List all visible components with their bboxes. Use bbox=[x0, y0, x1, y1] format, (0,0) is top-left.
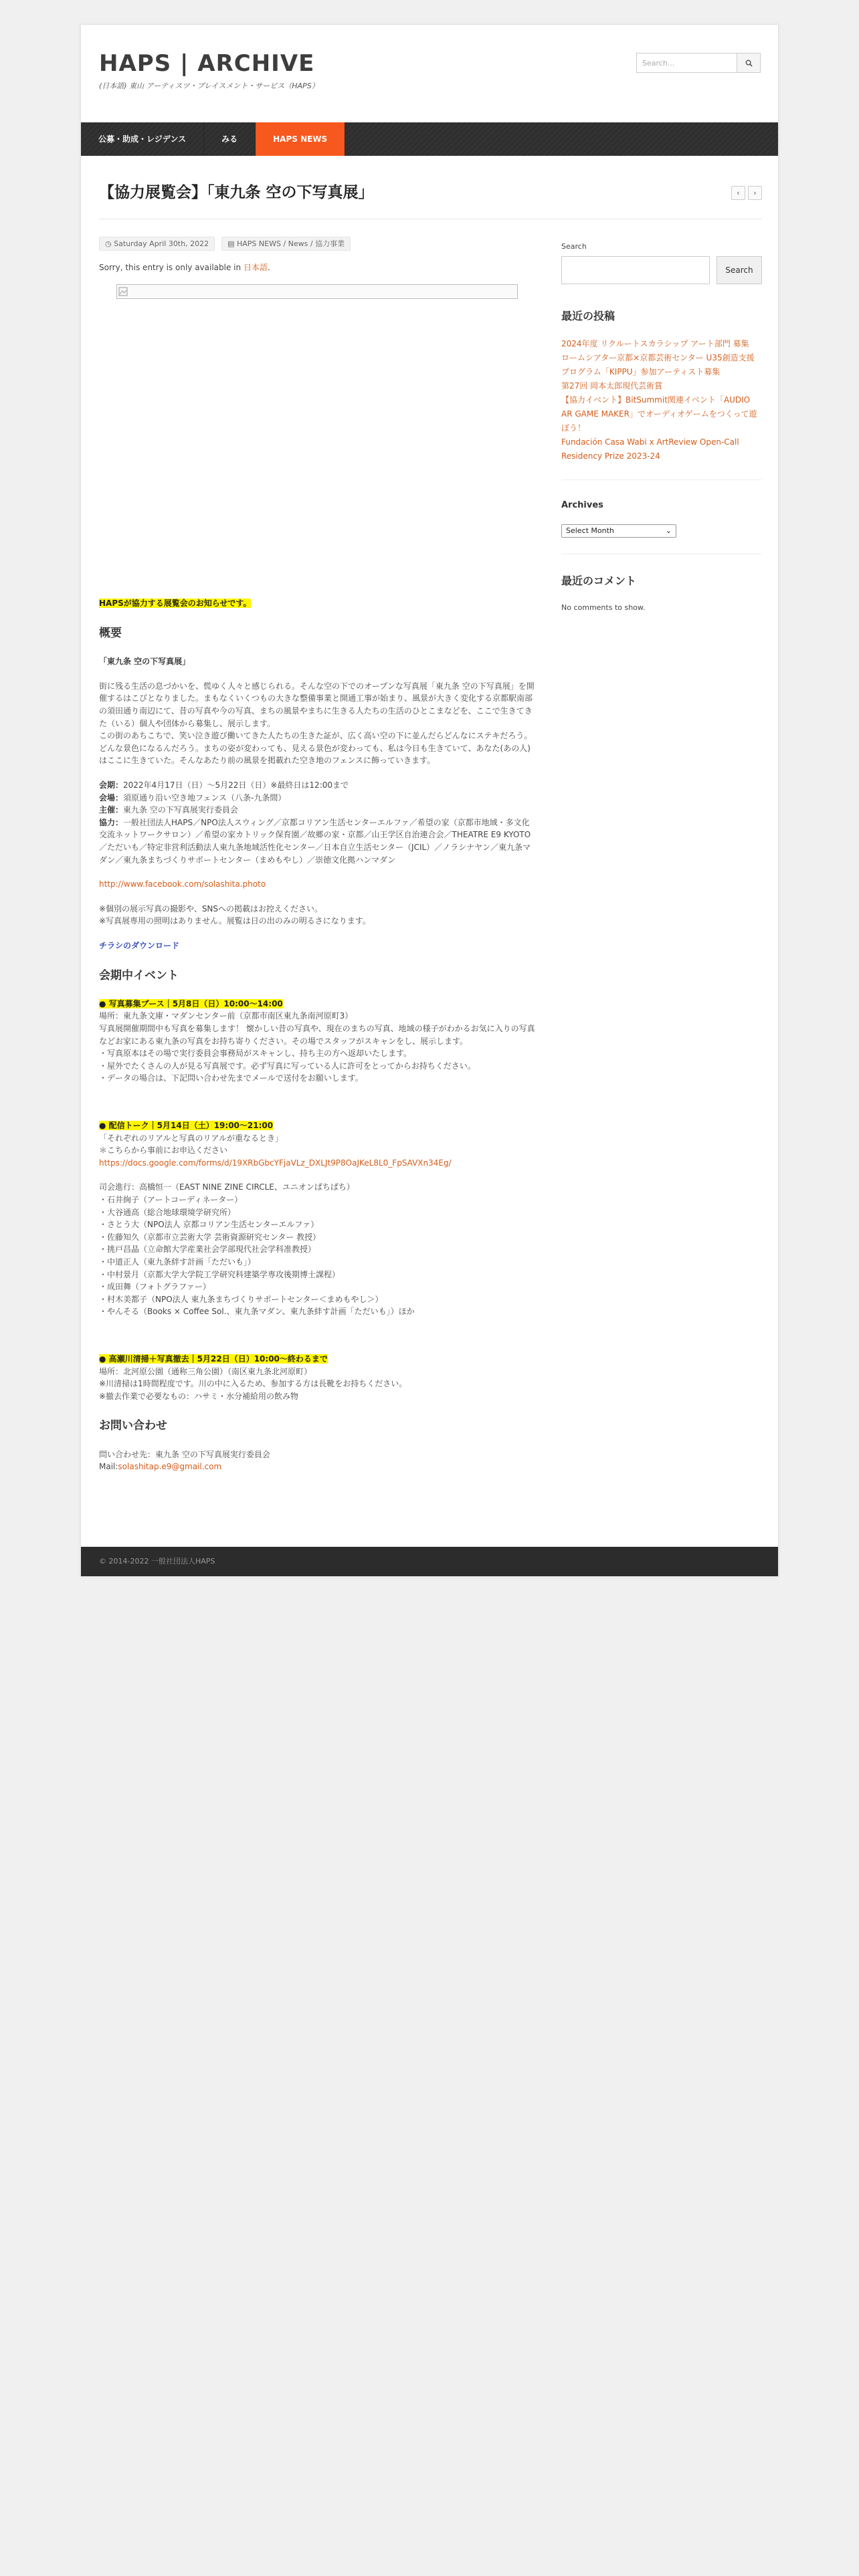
speaker-item: ・佐藤知久（京都市立芸術大学 芸術資源研究センター 教授） bbox=[99, 1232, 321, 1242]
site-description: (日本語) 東山 アーティスツ・プレイスメント・サービス（HAPS） bbox=[99, 82, 319, 91]
event-1-line: ・データの場合は、下記問い合わせ先までメールで送付をお願いします。 bbox=[99, 1073, 363, 1083]
recent-posts-title: 最近の投稿 bbox=[561, 310, 615, 323]
archives-widget bbox=[561, 499, 762, 554]
sidebar-search-input[interactable] bbox=[561, 256, 710, 284]
detail-period bbox=[99, 779, 537, 792]
nav-item-see[interactable]: みる bbox=[204, 122, 256, 156]
recent-post-link[interactable]: Fundación Casa Wabi x ArtReview Open-Call Residency Prize 2023-24 bbox=[561, 437, 739, 461]
mail-label: Mail: bbox=[99, 1462, 118, 1472]
archives-select[interactable] bbox=[561, 524, 676, 538]
speaker-item: ・成田舞（フォトグラファー） bbox=[99, 1282, 211, 1292]
language-notice bbox=[99, 261, 537, 274]
post-meta bbox=[99, 237, 537, 251]
event-2-form-link[interactable]: https://docs.google.com/forms/d/19XRbGbcYFjaVLz_DXLJt9P8OaJKeL8L0_FpSAVXn34Eg/ bbox=[99, 1158, 452, 1168]
detail-value: 2022年4月17日（日）〜5月22日（日）※最終日は12:00まで bbox=[123, 780, 349, 790]
comments-title: 最近のコメント bbox=[561, 574, 637, 587]
page-wrapper bbox=[80, 24, 779, 1577]
detail-value: 一般社団法人HAPS／NPO法人スウィング／京都コリアン生活センターエルファ／希望の家（京都市地域・多文化交流ネットワークサロン）／希望の家カトリック保育園／故郷の家・京都／山王学区自治連合会／THEATRE E9 KYOTO／ただいも／特定非営利活動法人東九条地域活性化センター／日本自立生活センター（JCIL）／ノラシナヤン／東九条マダン／東九条まちづくりサポートセンター（まめもやし）／崇徳文化拠ハンマダン bbox=[99, 817, 531, 865]
archives-select-value: Select Month bbox=[566, 526, 614, 536]
note-item: ※個別の展示写真の撮影や、SNSへの掲載はお控えください。 bbox=[99, 903, 323, 914]
event-3-line: 場所：北河原公園（通称三角公園）（南区東九条北河原町） bbox=[99, 1366, 312, 1376]
archives-title: Archives bbox=[561, 500, 603, 510]
sidebar-search-button[interactable]: Search bbox=[717, 256, 762, 284]
speaker-item: 司会進行：高橋恒一（EAST NINE ZINE CIRCLE、ユニオンぱちぱち） bbox=[99, 1182, 355, 1192]
detail-label: 会期： bbox=[99, 780, 124, 790]
sidebar bbox=[561, 156, 762, 1485]
intro-paragraph-1: 街に残る生活の息づかいを、慌ゆく人々と感じられる。そんな空の下でのオープンな写真展「東九条 空の下写真展」を開催するはこびとなりました。まもなくいくつもの大きな整備事業と開通工事が始まり、風景が大きく変化する京都駅南部の須田通り南辺にて、昔の写真や今の写真、まちの風景やまちに生きる人たちの生活のひとこまなどを、ここで生きてきた（いる）個人や団体から募集し、展示します。 bbox=[99, 681, 535, 728]
speaker-item: ・挑戸昌晶（立命館大学産業社会学部現代社会学科准教授） bbox=[99, 1245, 316, 1255]
event-1-line: 写真展開催期間中も写真を募集します！ 懐かしい昔の写真や、現在のまちの写真、地域の様子がわかるお気に入りの写真などお家にある東九条の写真をお持ち寄りください。その場でスタッフがスキャンをし、展示します。 bbox=[99, 1024, 535, 1046]
language-notice-end: . bbox=[267, 262, 270, 272]
intro-highlight: HAPSが協力する展覧会のお知らせです。 bbox=[99, 599, 252, 609]
speaker-item: ・村木美都子（NPO法人 東九条まちづくりサポートセンター＜まめもやし＞） bbox=[99, 1294, 383, 1304]
footer-copyright: © 2014-2022 一般社団法人HAPS bbox=[99, 1557, 215, 1566]
detail-venue bbox=[99, 792, 537, 804]
detail-value: 須原通り沿い空き地フェンス（八条-九条間） bbox=[123, 792, 286, 802]
event-2 bbox=[99, 1119, 537, 1169]
event-1-line: 場所：東九条文庫・マダンセンター前（京都市南区東九条南河原町3） bbox=[99, 1011, 353, 1021]
contact-heading: お問い合わせ bbox=[99, 1419, 167, 1433]
comments-widget bbox=[561, 573, 762, 613]
post-date bbox=[99, 237, 215, 251]
intro-text bbox=[99, 680, 537, 767]
event-1 bbox=[99, 998, 537, 1085]
site-title[interactable]: HAPS | ARCHIVE bbox=[99, 50, 315, 77]
event-1-line: ・写真原本はその場で実行委員会事務局がスキャンし、持ち主の方へ返却いたします。 bbox=[99, 1049, 412, 1059]
facebook-link[interactable]: http://www.facebook.com/solashita.photo bbox=[99, 879, 266, 889]
header-search-input[interactable]: Search... bbox=[636, 53, 737, 73]
nav-item-open-call[interactable]: 公募・助成・レジデンス bbox=[81, 122, 204, 156]
image-area bbox=[99, 284, 537, 597]
speaker-item: ・さとう大（NPO法人 京都コリアン生活センターエルファ） bbox=[99, 1220, 319, 1230]
recent-post-link[interactable]: 【協力イベント】BitSummit関連イベント「AUDIO AR GAME MAKER」でオーディオゲームをつくって遊ぼう！ bbox=[561, 395, 757, 433]
speaker-item: ・中道正人（東九条絆す計画「ただいも」） bbox=[99, 1257, 256, 1267]
event-2-line: 「それぞれのリアルと写真のリアルが重なるとき」 bbox=[99, 1133, 284, 1143]
recent-post-link[interactable]: 第27回 岡本太郎現代芸術賞 bbox=[561, 381, 663, 391]
event-3-line: ※撤去作業で必要なもの：ハサミ・水分補給用の飲み物 bbox=[99, 1391, 299, 1401]
speaker-item: ・やんそる（Books × Coffee Sol.、東九条マダン、東九条絆す計画「ただいも」）ほか bbox=[99, 1307, 415, 1317]
detail-organizer bbox=[99, 804, 537, 817]
recent-post-link[interactable]: 2024年度 リクルートスカラシップ アート部門 募集 bbox=[561, 338, 749, 348]
detail-label: 協力： bbox=[99, 817, 124, 827]
details bbox=[99, 779, 537, 866]
event-3-title: ● 高瀬川清掃＋写真撤去｜5月22日（日）10:00〜終わるまで bbox=[99, 1354, 328, 1364]
flyer-download-link[interactable]: チラシのダウンロード bbox=[99, 940, 180, 950]
detail-value: 東九条 空の下写真展実行委員会 bbox=[123, 805, 238, 815]
comments-empty: No comments to show. bbox=[561, 603, 646, 612]
chevron-down-icon: ⌄ bbox=[665, 526, 672, 536]
contact-line: 問い合わせ先：東九条 空の下写真展実行委員会 bbox=[99, 1449, 270, 1459]
contact-mail bbox=[99, 1461, 537, 1473]
language-notice-text: Sorry, this entry is only available in bbox=[99, 262, 242, 272]
speaker-item: ・中村景月（京都大学大学院工学研究科建築学専攻後期博士課程） bbox=[99, 1269, 341, 1279]
broken-image bbox=[116, 284, 518, 299]
language-link[interactable]: 日本語 bbox=[243, 262, 268, 272]
sidebar-search bbox=[561, 256, 762, 284]
folder-icon: ▤ bbox=[227, 239, 235, 248]
header-search-button[interactable] bbox=[737, 53, 761, 73]
event-2-title: ● 配信トーク｜5月14日（土）19:00〜21:00 bbox=[99, 1121, 274, 1130]
event-2-speakers bbox=[99, 1181, 537, 1318]
speaker-item: ・石井絢子（アートコーディネーター） bbox=[99, 1194, 243, 1204]
broken-image-icon bbox=[118, 287, 128, 296]
nav-item-haps-news[interactable]: HAPS NEWS bbox=[256, 122, 345, 156]
exhibition-title: 「東九条 空の下写真展」 bbox=[99, 657, 191, 667]
post-category-text: HAPS NEWS / News / 協力事業 bbox=[237, 239, 345, 248]
events-heading: 会期中イベント bbox=[99, 968, 179, 982]
prev-post-button[interactable]: ‹ bbox=[731, 186, 745, 200]
contact bbox=[99, 1448, 537, 1473]
speaker-item: ・大谷通高（総合地球環境学研究所） bbox=[99, 1207, 236, 1217]
search-icon bbox=[745, 60, 753, 67]
main-nav bbox=[81, 122, 778, 156]
recent-posts-list bbox=[561, 337, 762, 463]
header-search bbox=[636, 53, 761, 73]
clock-icon: ◷ bbox=[105, 239, 112, 248]
page-title: 【協力展覧会】「東九条 空の下写真展」 bbox=[99, 184, 374, 201]
overview-heading: 概要 bbox=[99, 626, 122, 640]
site-header bbox=[81, 25, 778, 122]
detail-cooperation bbox=[99, 817, 537, 866]
post-category[interactable] bbox=[221, 237, 351, 251]
sidebar-search-label: Search bbox=[561, 242, 587, 251]
recent-post-link[interactable]: ロームシアター京都×京都芸術センター U35創造支援プログラム「KIPPU」参加アーティスト募集 bbox=[561, 352, 755, 377]
main-container bbox=[81, 156, 778, 1485]
event-3 bbox=[99, 1353, 537, 1402]
event-3-line: ※川清掃は1時間程度です。川の中に入るため、参加する方は長靴をお持ちください。 bbox=[99, 1379, 407, 1389]
intro-paragraph-2: この街のあちこちで、笑い泣き遊び働いてきた人たちの生きた証が、広く高い空の下に並んだらどんなにステキだろう。どんな景色になるんだろう。まちの姿が変わっても、見える景色が変わっても、私は今日も生きていて、あなた(あの人)はここに生きていた。そんなあたり前の風景を掲載れた空き地のフェンスに飾っていきます。 bbox=[99, 731, 533, 766]
event-2-line: ＊こちらから事前にお申込ください bbox=[99, 1146, 228, 1156]
site-footer bbox=[81, 1547, 778, 1576]
notes bbox=[99, 903, 537, 928]
recent-posts-widget bbox=[561, 308, 762, 480]
note-item: ※写真展専用の照明はありません。展覧は日の出のみの明るさになります。 bbox=[99, 916, 371, 926]
event-1-line: ・屋外でたくさんの人が見る写真展です。必ず写真に写っている人に許可をとってからお持ちください。 bbox=[99, 1061, 476, 1071]
post-date-text: Saturday April 30th, 2022 bbox=[114, 239, 209, 248]
event-1-title: ● 写真募集ブース｜5月8日（日）10:00〜14:00 bbox=[99, 998, 283, 1008]
detail-label: 会場： bbox=[99, 792, 124, 802]
detail-label: 主催： bbox=[99, 805, 124, 815]
next-post-button[interactable]: › bbox=[748, 186, 762, 200]
mail-link[interactable]: solashitap.e9@gmail.com bbox=[118, 1462, 222, 1472]
